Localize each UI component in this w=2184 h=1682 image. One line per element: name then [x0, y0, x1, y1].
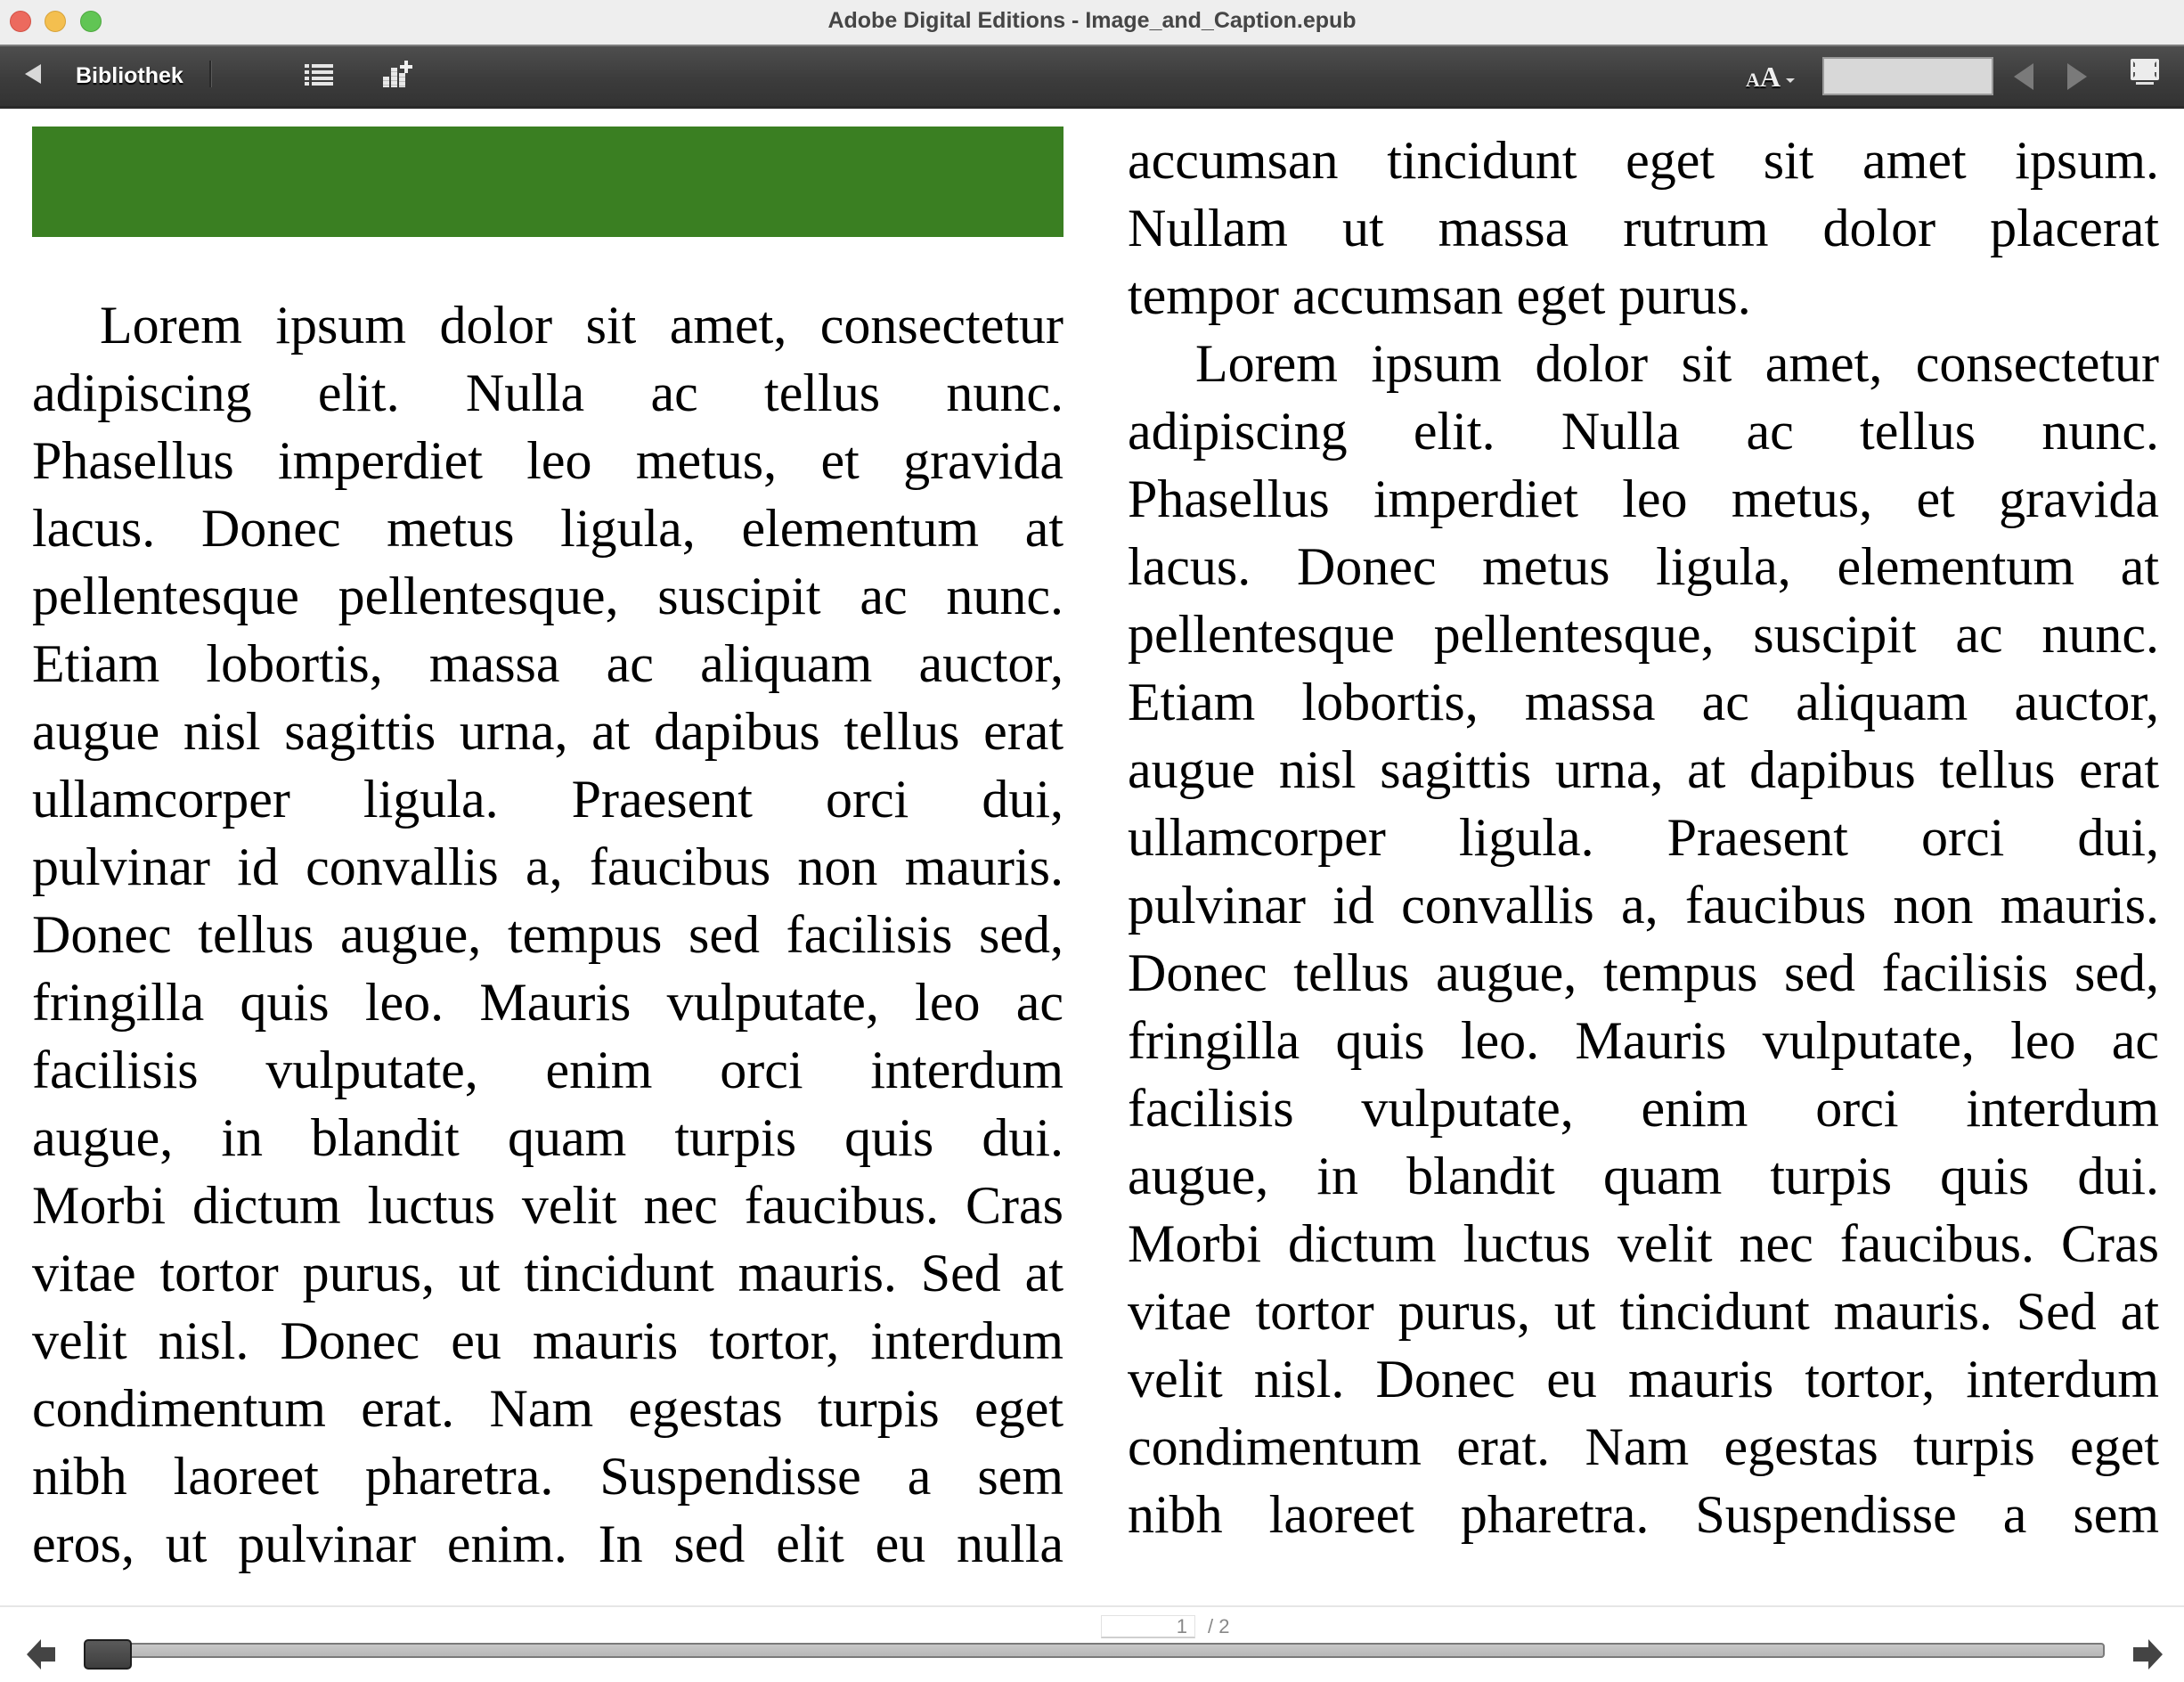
text-line: adipiscing elit. Nulla ac tellus nunc.	[32, 363, 1063, 422]
text-line: pulvinar id convallis a, faucibus non mauris.	[32, 837, 1063, 896]
text-line: augue, in blandit quam turpis quis dui.	[32, 1108, 1063, 1167]
title-bar	[0, 0, 2184, 46]
text-line: fringilla quis leo. Mauris vulputate, leo ac	[32, 973, 1063, 1032]
text-line: pellentesque pellentesque, suscipit ac nunc.	[1128, 605, 2159, 664]
text-line: Donec tellus augue, tempus sed facilisis sed,	[1128, 943, 2159, 1002]
text-line: vitae tortor purus, ut tincidunt mauris. Sed at	[32, 1244, 1063, 1302]
total-pages-label: / 2	[1208, 1615, 1230, 1637]
text-line: nibh laoreet pharetra. Suspendisse a sem	[1128, 1485, 2159, 1544]
text-line: Phasellus imperdiet leo metus, et gravida	[1128, 469, 2159, 528]
text-line: ullamcorper ligula. Praesent orci dui,	[1128, 808, 2159, 867]
library-button[interactable]: Bibliothek	[76, 63, 183, 88]
search-input[interactable]	[1822, 57, 1993, 95]
table-of-contents-icon[interactable]	[305, 64, 333, 86]
font-size-icon[interactable]: AA	[1746, 61, 1781, 93]
text-line: lacus. Donec metus ligula, elementum at	[1128, 537, 2159, 596]
text-line: velit nisl. Donec eu mauris tortor, interdum	[1128, 1350, 2159, 1408]
text-line: Etiam lobortis, massa ac aliquam auctor,	[1128, 673, 2159, 731]
text-line: pellentesque pellentesque, suscipit ac nunc.	[32, 567, 1063, 625]
text-line: ullamcorper ligula. Praesent orci dui,	[32, 770, 1063, 829]
text-line: facilisis vulputate, enim orci interdum	[32, 1041, 1063, 1099]
back-to-library-icon[interactable]	[25, 64, 41, 84]
text-line: Nullam ut massa rutrum dolor placerat	[1128, 199, 2159, 257]
text-line: Morbi dictum luctus velit nec faucibus. Cras	[1128, 1214, 2159, 1273]
fullscreen-icon-stand	[2136, 82, 2154, 85]
text-line: augue nisl sagittis urna, at dapibus tellus erat	[1128, 740, 2159, 799]
text-line: lacus. Donec metus ligula, elementum at	[32, 499, 1063, 558]
text-line: augue nisl sagittis urna, at dapibus tellus erat	[32, 702, 1063, 761]
previous-page-arrow-icon[interactable]	[27, 1639, 55, 1670]
text-line: pulvinar id convallis a, faucibus non mauris.	[1128, 876, 2159, 935]
fullscreen-icon[interactable]	[2131, 59, 2159, 80]
text-line: tempor accumsan eget purus.	[1128, 266, 1751, 325]
text-line: facilisis vulputate, enim orci interdum	[1128, 1079, 2159, 1138]
page-slider-track[interactable]	[89, 1643, 2105, 1658]
text-line: fringilla quis leo. Mauris vulputate, leo ac	[1128, 1011, 2159, 1070]
next-page-arrow-icon[interactable]	[2133, 1639, 2163, 1670]
page-navigation-bar	[0, 1605, 2184, 1682]
text-line: eros, ut pulvinar enim. In sed elit eu nulla	[32, 1515, 1063, 1573]
text-line: vitae tortor purus, ut tincidunt mauris. Sed at	[1128, 1282, 2159, 1341]
toolbar-divider	[209, 61, 212, 87]
left-page-column	[32, 291, 1063, 1578]
text-line: Lorem ipsum dolor sit amet, consectetur	[1195, 334, 2159, 393]
search-next-icon[interactable]	[2067, 63, 2087, 90]
text-line: velit nisl. Donec eu mauris tortor, interdum	[32, 1311, 1063, 1370]
text-line: Phasellus imperdiet leo metus, et gravida	[32, 431, 1063, 490]
window-title: Adobe Digital Editions - Image_and_Caption.epub	[827, 8, 1357, 33]
current-page-field[interactable]: 1	[1101, 1615, 1195, 1638]
text-line: adipiscing elit. Nulla ac tellus nunc.	[1128, 402, 2159, 461]
text-line: Etiam lobortis, massa ac aliquam auctor,	[32, 634, 1063, 693]
text-line: condimentum erat. Nam egestas turpis eget	[1128, 1417, 2159, 1476]
right-page-column	[1128, 127, 2159, 1548]
text-line: Morbi dictum luctus velit nec faucibus. Cras	[32, 1176, 1063, 1235]
text-line: augue, in blandit quam turpis quis dui.	[1128, 1147, 2159, 1205]
page-slider-thumb[interactable]	[84, 1639, 132, 1670]
search-previous-icon[interactable]	[2014, 63, 2033, 90]
font-size-dropdown-caret-icon[interactable]	[1786, 78, 1795, 83]
text-line: accumsan tincidunt eget sit amet ipsum.	[1128, 131, 2159, 190]
text-line: nibh laoreet pharetra. Suspendisse a sem	[32, 1447, 1063, 1506]
text-line: Donec tellus augue, tempus sed facilisis sed,	[32, 905, 1063, 964]
text-line: condimentum erat. Nam egestas turpis eget	[32, 1379, 1063, 1438]
book-image	[32, 127, 1063, 237]
reader-toolbar	[0, 46, 2184, 109]
text-line: Lorem ipsum dolor sit amet, consectetur	[100, 296, 1063, 355]
bookmarks-add-icon[interactable]	[383, 61, 415, 87]
